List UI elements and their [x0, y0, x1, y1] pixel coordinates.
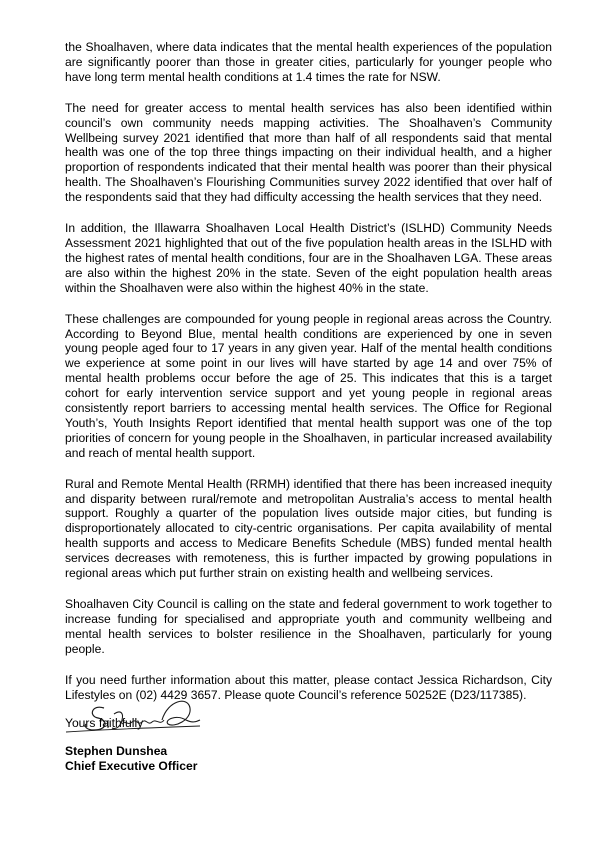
paragraph-islhd-assessment: In addition, the Illawarra Shoalhaven Local Health District’s (ISLHD) Community Needs Assessment 2021 highlighted that out of the five population health areas in the ISLHD with the highest rates of mental health conditions, four are in the Shoalhaven LGA. These areas are also within the highest 20% in the state. Seven of the eight population health areas within the Shoalhaven were also within the highest 40% in the state.: [65, 221, 552, 295]
paragraph-contact-info: If you need further information about this matter, please contact Jessica Richardson, City Lifestyles on (02) 4429 3657. Please quote Council’s reference 50252E (D23/117385).: [65, 672, 552, 702]
signatory-name: Stephen Dunshea: [65, 744, 168, 758]
paragraph-council-request: Shoalhaven City Council is calling on the state and federal government to work together to increase funding for specialised and appropriate youth and community wellbeing and mental health services to bolster resilience in the Shoalhaven, particularly for young people.: [65, 597, 552, 656]
signatory-block: [65, 744, 197, 774]
handwritten-signature: [64, 690, 204, 736]
paragraph-rural-remote: Rural and Remote Mental Health (RRMH) identified that there has been increased inequity and disparity between rural/remote and metropolitan Australia’s access to mental health support. Roughly a quarter of the population lives outside major cities, but funding is disproportionately allocated to city-centric organisations. Per capita availability of mental health supports and access to Medicare Benefits Schedule (MBS) funded mental health services decreases with remoteness, this is further impacted by growing populations in regional areas which put further strain on existing health and wellbeing services.: [65, 476, 552, 581]
signatory-title: Chief Executive Officer: [65, 759, 198, 773]
paragraph-community-needs: The need for greater access to mental health services has also been identified within council’s own community needs mapping activities. The Shoalhaven’s Community Wellbeing survey 2021 identified that more than half of all respondents said that mental health was one of the top three things impacting on their individual health, and a higher proportion of respondents indicated that their mental health was poorer than their physical health. The Shoalhaven’s Flourishing Communities survey 2022 identified that over half of the respondents said that they had difficulty accessing the health services that they need.: [65, 100, 552, 205]
paragraph-mental-health-context: the Shoalhaven, where data indicates that the mental health experiences of the population are significantly poorer than those in greater cities, particularly for younger people who have long term mental health conditions at 1.4 times the rate for NSW.: [65, 40, 552, 84]
paragraph-young-people: These challenges are compounded for young people in regional areas across the Country. According to Beyond Blue, mental health conditions are experienced by one in seven young people aged four to 17 years in any given year. Half of the mental health conditions we experience at some point in our lives will have started by age 14 and over 75% of mental health problems occur before the age of 25. This indicates that this is a target cohort for early intervention service support and yet young people in regional areas consistently report barriers to accessing mental health services. The Office for Regional Youth’s, Youth Insights Report identified that mental health support was one of the top priorities of concern for young people in the Shoalhaven, in particular increased availability and reach of mental health support.: [65, 311, 552, 460]
letter-body: [65, 40, 552, 731]
closing-salutation: Yours faithfully: [65, 716, 144, 731]
